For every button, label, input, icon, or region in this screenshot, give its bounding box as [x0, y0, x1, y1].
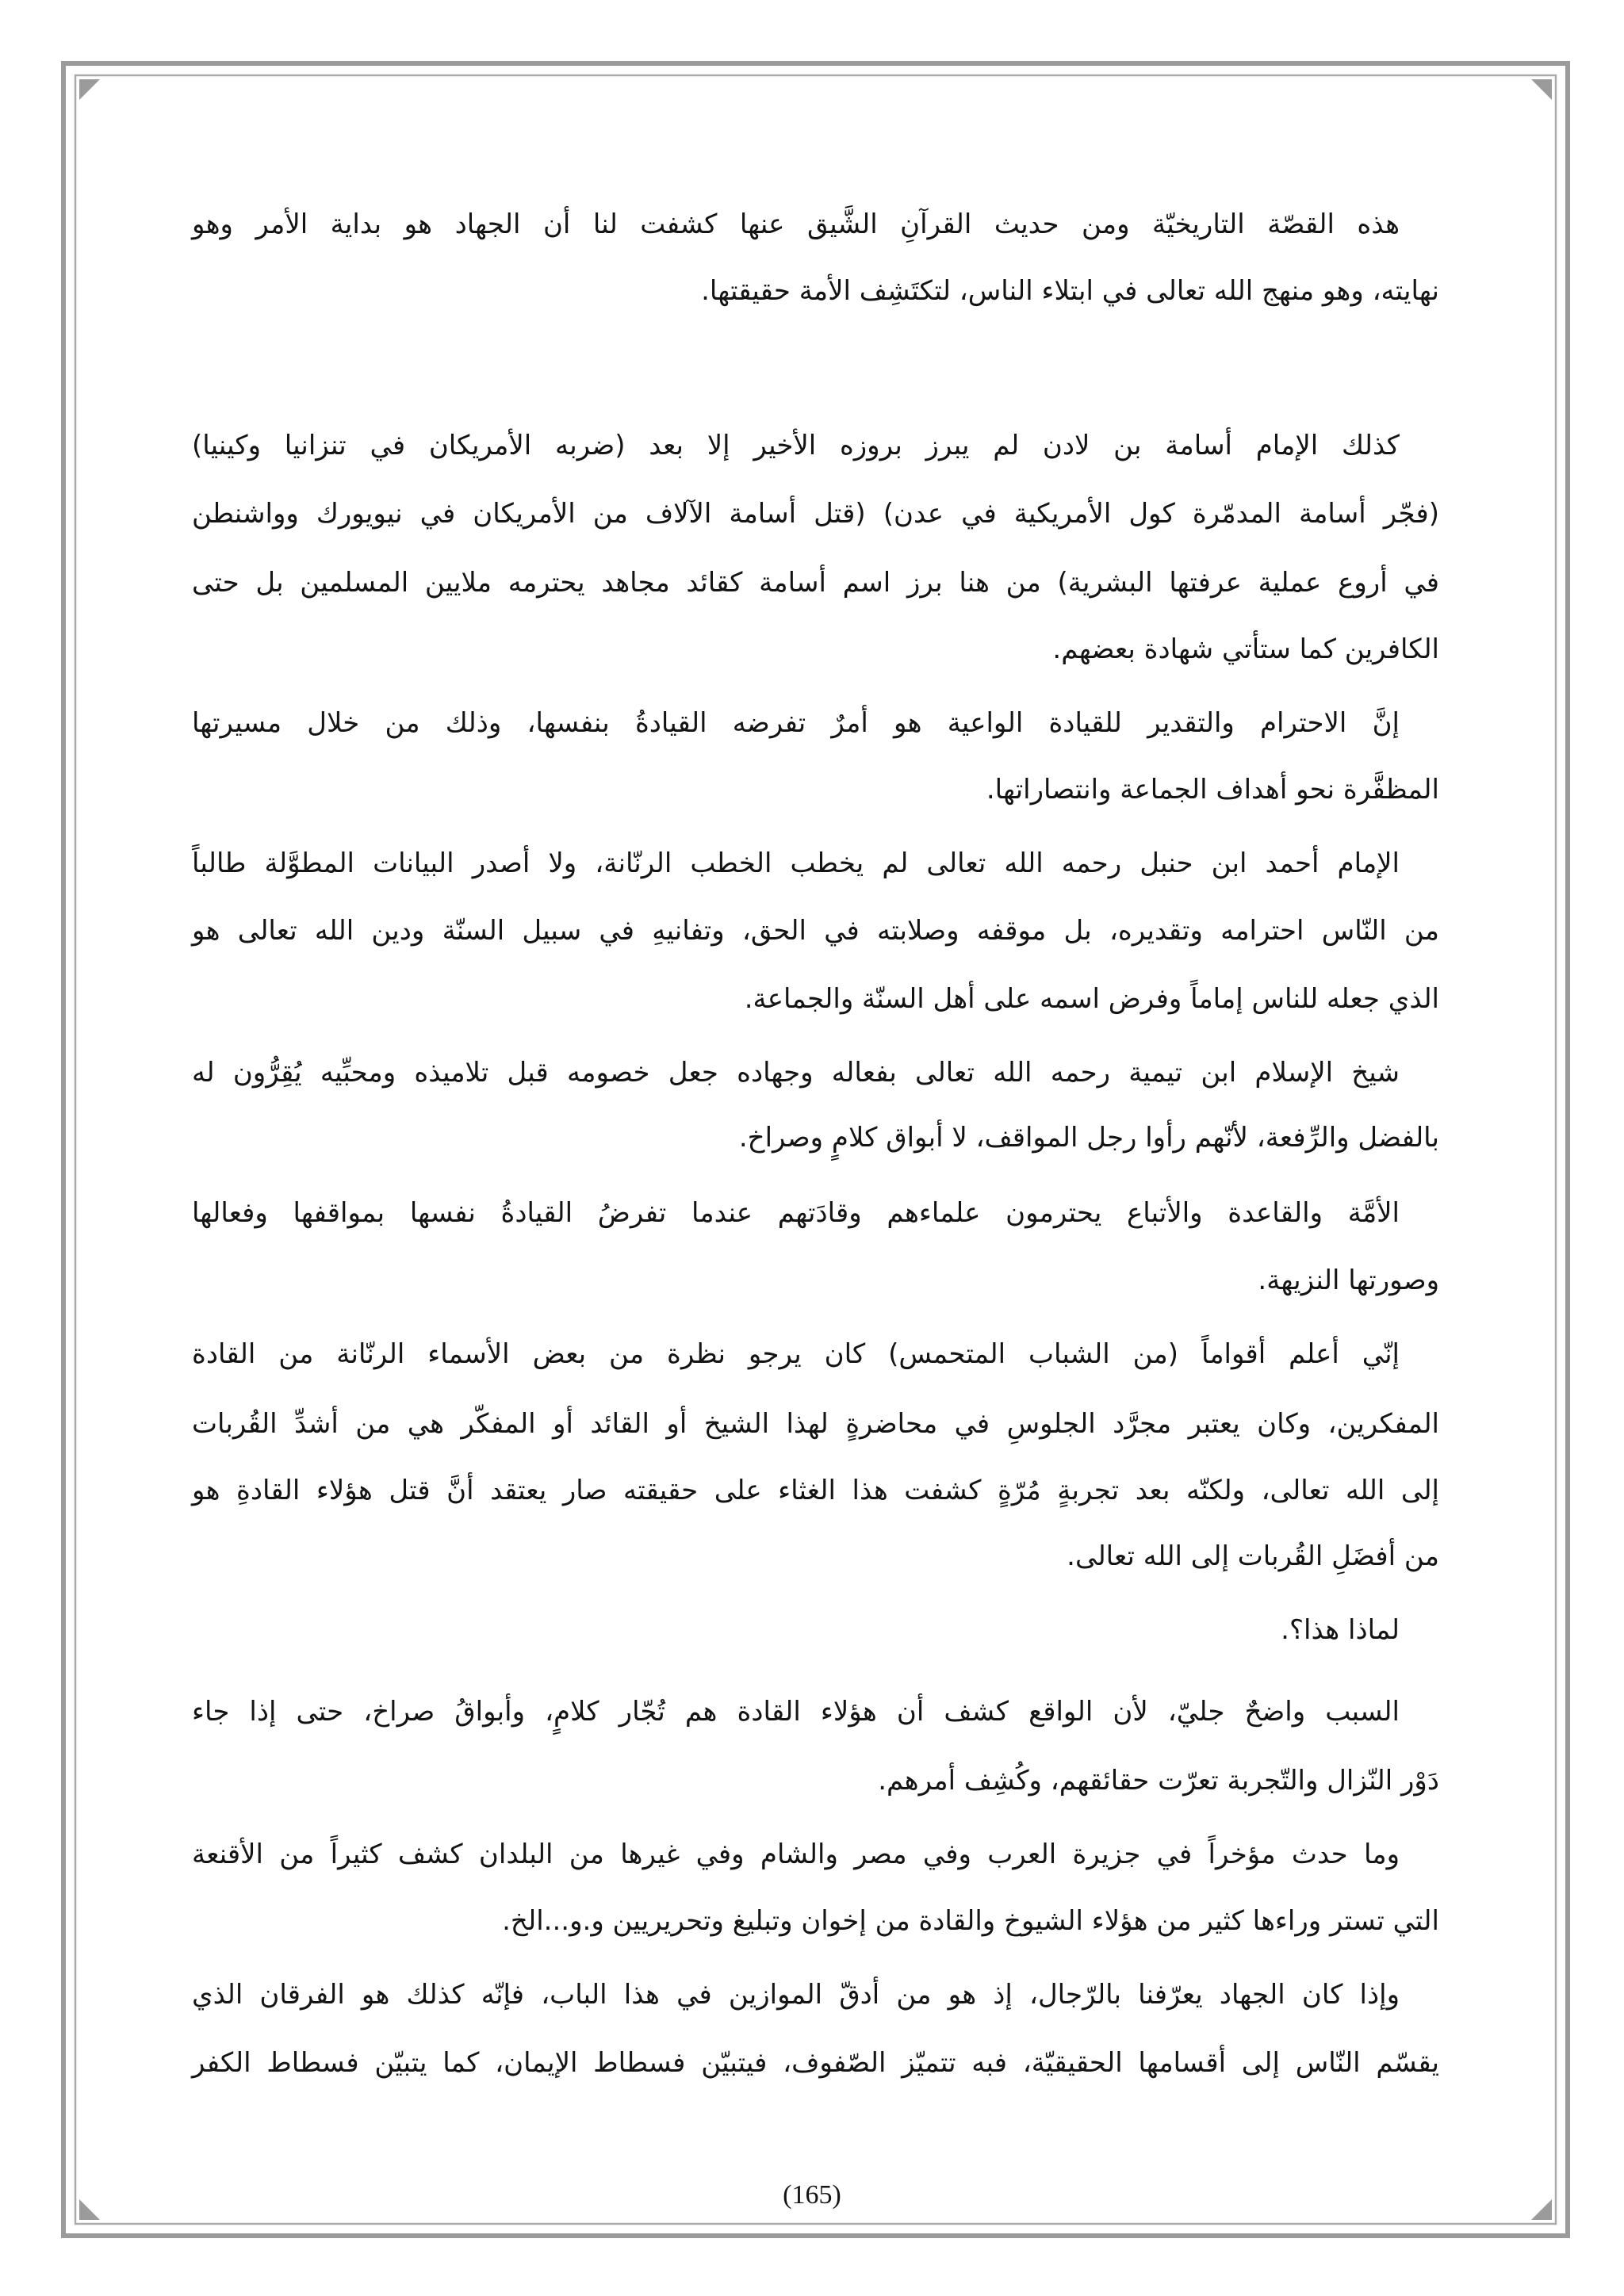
text-line: في أروع عملية عرفتها البشرية) من هنا برز اسم أسامة كقائد مجاهد يحترمه ملايين المسلمين بل حتى [192, 567, 1439, 599]
text-line: نهايته، وهو منهج الله تعالى في ابتلاء الناس، لتكتَشِف الأمة حقيقتها. [701, 275, 1439, 307]
text-line: المفكرين، وكان يعتبر مجرَّد الجلوسِ في محاضرةٍ لهذا الشيخ أو القائد أو المفكّر هي من أشدِّ القُربات [192, 1408, 1439, 1440]
text-line: إلى الله تعالى، ولكنّه بعد تجربةٍ مُرّةٍ كشفت هذا الغثاء على حقيقته صار يعتقد أنَّ قتل هؤلاء القادةِ هو [192, 1475, 1439, 1506]
text-line: الأمَّة والقاعدة والأتباع يحترمون علماءهم وقادَتهم عندما تفرضُ القيادةُ نفسها بمواقفها وفعالها [192, 1197, 1400, 1229]
text-line: وصورتها النزيهة. [1258, 1265, 1439, 1296]
text-line: الذي جعله للناس إماماً وفرض اسمه على أهل السنّة والجماعة. [744, 983, 1439, 1015]
page-number: (165) [783, 2180, 841, 2210]
text-line: السبب واضحٌ جليّ، لأن الواقع كشف أن هؤلاء القادة هم تُجّار كلامٍ، وأبواقُ صراخ، حتى إذا جاء [192, 1696, 1400, 1728]
text-line: المظفَّرة نحو أهداف الجماعة وانتصاراتها. [986, 774, 1439, 806]
text-line: التي تستر وراءها كثير من هؤلاء الشيوخ والقادة من إخوان وتبليغ وتحريريين و.و...الخ. [502, 1905, 1439, 1937]
text-line: شيخ الإسلام ابن تيمية رحمه الله تعالى بفعاله وجهاده جعل خصومه قبل تلاميذه ومحبِّيه يُقِرُّون له [192, 1057, 1400, 1089]
text-line: يقسّم النّاس إلى أقسامها الحقيقيّة، فبه تتميّز الصّفوف، فيتبيّن فسطاط الإيمان، كما يتبيّن فسطاط الكفر [192, 2047, 1439, 2079]
text-line: هذه القصّة التاريخيّة ومن حديث القرآنِ الشَّيق عنها كشفت لنا أن الجهاد هو بداية الأمر وهو [192, 209, 1400, 240]
text-line: دَوْر النّزال والتّجربة تعرّت حقائقهم، وكُشِف أمرهم. [878, 1765, 1439, 1797]
text-line: (فجّر أسامة المدمّرة كول الأمريكية في عدن) (قتل أسامة الآلاف من الأمريكان في نيويورك وواشنطن [192, 498, 1439, 530]
corner-ornament-top-right [1531, 79, 1552, 100]
text-line: كذلك الإمام أسامة بن لادن لم يبرز بروزه الأخير إلا بعد (ضربه الأمريكان في تنزانيا وكينيا) [192, 430, 1400, 461]
text-line: من أفضَلِ القُربات إلى الله تعالى. [1067, 1540, 1439, 1572]
text-line: لماذا هذا؟. [1281, 1614, 1400, 1646]
text-line: من النّاس احترامه وتقديره، بل موقفه وصلابته في الحق، وتفانيهِ في سبيل السنّة ودين الله تعالى هو [192, 915, 1439, 947]
text-line: وإذا كان الجهاد يعرّفنا بالرّجال، إذ هو من أدقّ الموازين في هذا الباب، فإنّه كذلك هو الفرقان الذي [192, 1979, 1400, 2011]
text-line: الكافرين كما ستأتي شهادة بعضهم. [1052, 633, 1439, 665]
text-line: بالفضل والرِّفعة، لأنّهم رأوا رجل المواقف، لا أبواق كلامٍ وصراخ. [738, 1122, 1439, 1154]
text-line: الإمام أحمد ابن حنبل رحمه الله تعالى لم يخطب الخطب الرنّانة، ولا أصدر البيانات المطوَّلة طالباً [192, 848, 1400, 879]
text-line: إنّي أعلم أقواماً (من الشباب المتحمس) كان يرجو نظرة من بعض الأسماء الرنّانة من القادة [192, 1338, 1400, 1370]
text-line: وما حدث مؤخراً في جزيرة العرب وفي مصر والشام وفي غيرها من البلدان كشف كثيراً من الأقنعة [192, 1839, 1400, 1870]
text-line: إنَّ الاحترام والتقدير للقيادة الواعية هو أمرٌ تفرضه القيادةُ بنفسها، وذلك من خلال مسيرتها [192, 707, 1400, 739]
corner-ornament-top-left [79, 79, 100, 100]
